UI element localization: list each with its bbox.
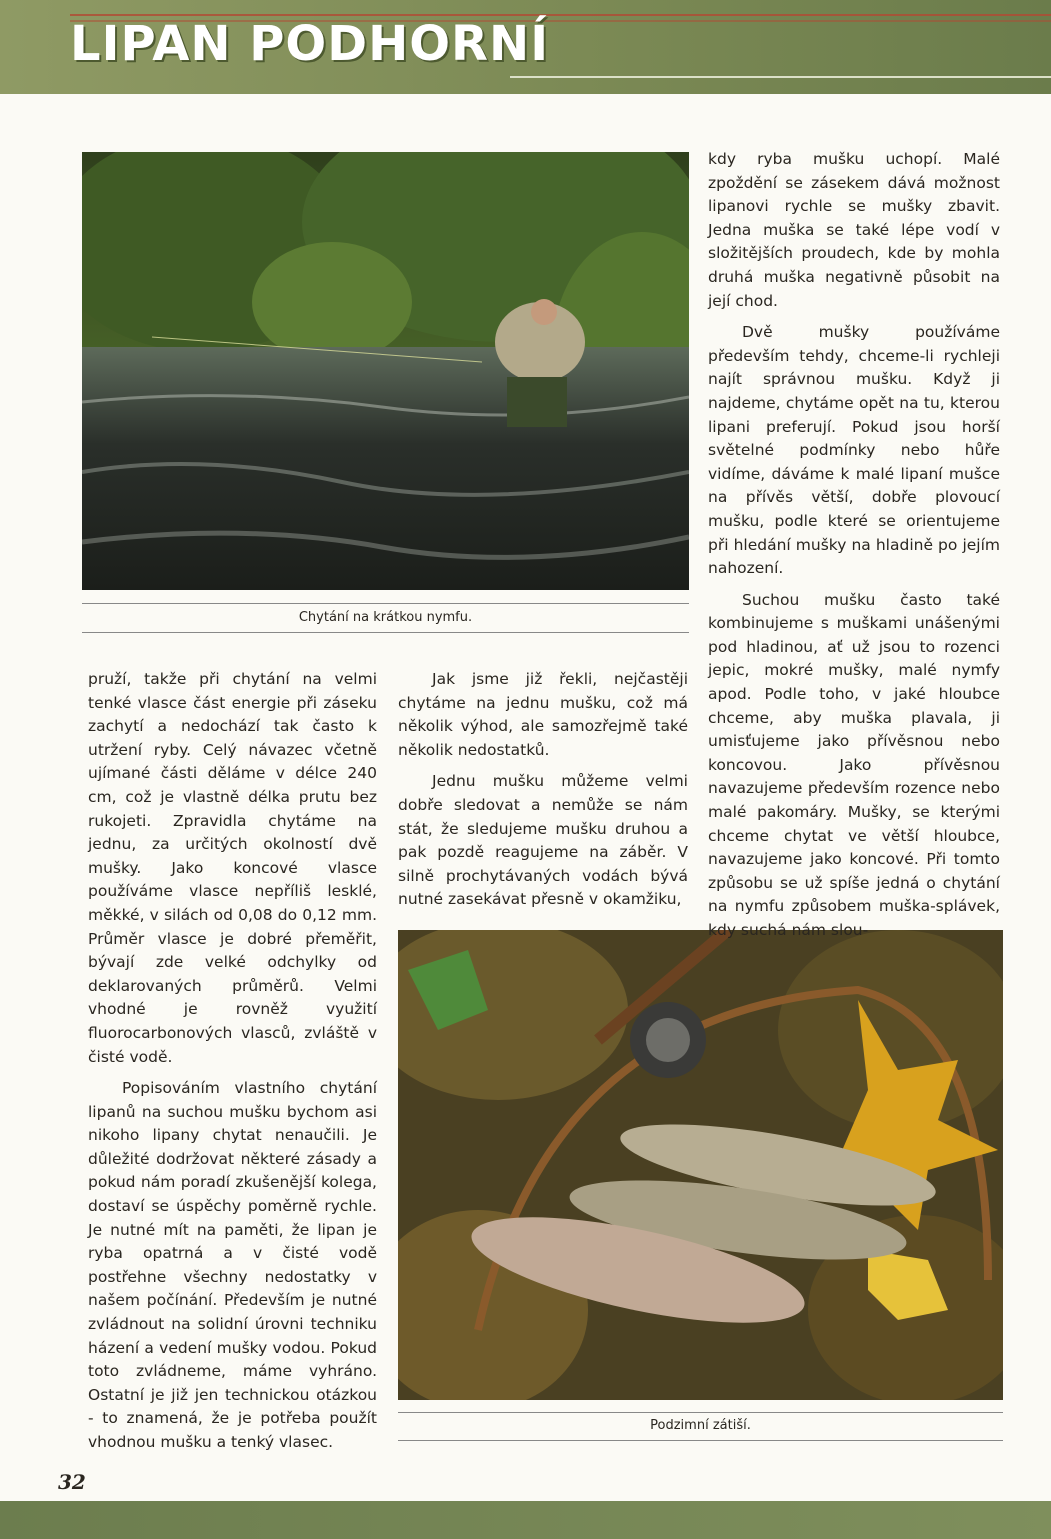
title-underline	[510, 76, 1051, 78]
paragraph: pruží, takže při chytání na velmi tenké vlasce část energie při záseku zachytí a nedochází tak často k utržení ryby. Celý návazec včetně ujímané části děláme v délce 240 cm, což je vlastně délka prutu bez rukojeti. Zpravidla chytáme na jednu, za určitých okolností dvě mušky. Jako koncové vlasce používáme vlasce nepříliš lesklé, měkké, v silách od 0,08 do 0,12 mm. Průměr vlasce je dobré přeměřit, bývají zde velké odchylky od deklarovaných průměrů. Velmi vhodné je rovněž využití fluorocarbonových vlasců, zvláště v čisté vodě.	[88, 670, 377, 1066]
caption-rule-bottom-1	[82, 632, 689, 633]
photo-angler-in-river	[82, 152, 689, 590]
paragraph: Jednu mušku můžeme velmi dobře sledovat a nemůže se nám stát, že sledujeme mušku druhou a pak pozdě reagujeme na záběr. V silně prochytávaných vodách bývá nutné zasekávat přesně v okamžiku,	[398, 772, 688, 909]
photo-autumn-still-life	[398, 930, 1003, 1400]
text-column-middle	[398, 668, 688, 912]
caption-rule-top-1	[82, 603, 689, 604]
paragraph: Dvě mušky používáme především tehdy, chceme-li rychleji najít správnou mušku. Když ji najdeme, chytáme opět na tu, kterou lipani preferují. Pokud jsou horší světelné podmínky nebo hůře vidíme, dáváme k malé lipaní mušce na přívěs větší, dobře plovoucí mušku, podle které se orientujeme při hledání mušky na hladině po jejím nahození.	[708, 323, 1000, 578]
page-number: 32	[58, 1470, 86, 1494]
paragraph: Suchou mušku často také kombinujeme s muškami unášenými pod hladinou, ať už jsou to rozenci jepic, mokré mušky, malé nymfy apod. Podle toho, v jaké hloubce chceme, aby muška plavala, ji umisťujeme jako přívěsnou nebo koncovou. Jako přívěsnou navazujeme především rozence nebo malé pakomáry. Mušky, se kterými chceme chytat ve větší hloubce, navazujeme jako koncové. Při tomto způsobu se už spíše jedná o chytání na nymfu způsobem muška-splávek, kdy suchá nám slou-	[708, 590, 1000, 939]
paragraph: kdy ryba mušku uchopí. Malé zpoždění se zásekem dává možnost lipanovi rychle se mušky zbavit. Jedna muška se také lépe vodí v složitějších proudech, kde by mohla druhá muška negativně působit na její chod.	[708, 150, 1000, 310]
text-column-right	[708, 148, 1000, 943]
footer-band	[0, 1501, 1051, 1539]
figure-caption-2: Podzimní zátiší.	[650, 1418, 751, 1433]
paragraph: Popisováním vlastního chytání lipanů na suchou mušku bychom asi nikoho lipany chytat nenaučili. Je důležité dodržovat některé zásady a pokud nám poradí zkušenější kolega, dostaví se úspěchy poměrně rychle. Je nutné mít na paměti, že lipan je ryba opatrná a v čisté vodě postřehne všechny nedostatky v našem počínání. Především je nutné zvládnout na solidní úrovni techniku házení a vedení mušky vodou. Pokud toto zvládneme, máme vyhráno. Ostatní je již jen technickou otázkou - to znamená, že je potřeba použít vhodnou mušku a tenký vlasec.	[88, 1079, 377, 1451]
paragraph: Jak jsme již řekli, nejčastěji chytáme na jednu mušku, což má několik výhod, ale samozřejmě také několik nedostatků.	[398, 670, 688, 759]
caption-rule-bottom-2	[398, 1440, 1003, 1441]
caption-rule-top-2	[398, 1412, 1003, 1413]
page-title: LIPAN PODHORNÍ	[70, 16, 550, 72]
figure-caption-1: Chytání na krátkou nymfu.	[298, 610, 473, 625]
river-scene	[82, 152, 689, 590]
still-life-scene	[398, 930, 1003, 1400]
header-band	[0, 0, 1051, 94]
text-column-left	[88, 668, 377, 1455]
